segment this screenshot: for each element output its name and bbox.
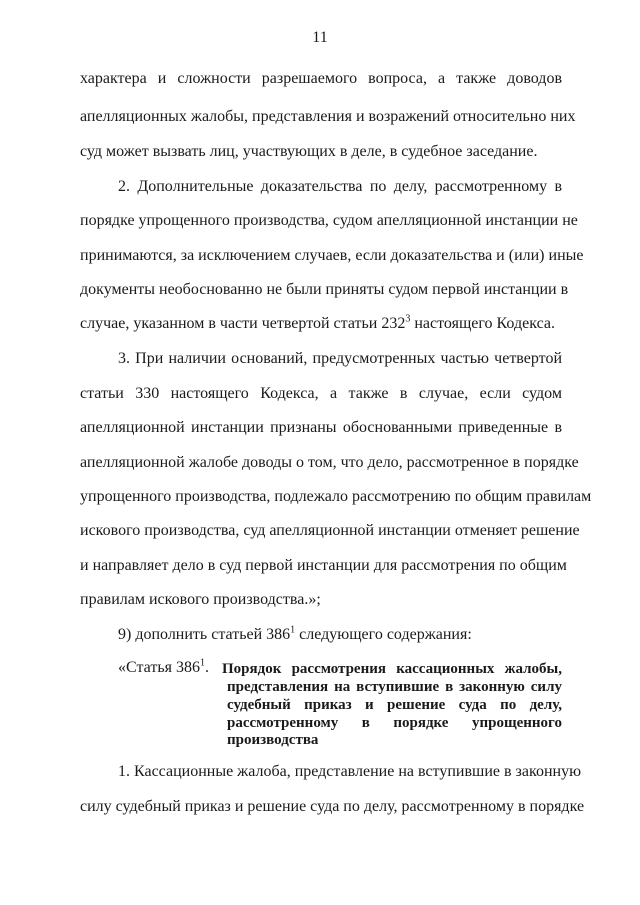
text-line: порядке упрощенного производства, судом апелляционной инстанции не	[80, 212, 578, 229]
text-line	[118, 625, 562, 645]
superscript: 3	[405, 313, 411, 325]
article-title-line: производства	[227, 732, 319, 748]
article-title-line: Порядок рассмотрения кассационных жалобы,	[222, 661, 562, 677]
article-title-line: рассмотренному в порядке упрощенного	[227, 715, 562, 731]
text-fragment: настоящего Кодекса.	[410, 315, 555, 332]
text-line: характера и сложности разрешаемого вопроса, а также доводов	[80, 70, 562, 87]
text-line: упрощенного производства, подлежало рассмотрению по общим правилам	[80, 488, 592, 505]
text-line: апелляционной инстанции признаны обоснованными приведенные в	[80, 419, 562, 436]
text-fragment: случае, указанном в части четвертой статьи 232	[80, 315, 406, 332]
text-fragment: .	[204, 659, 209, 676]
article-title-line: судебный приказ и решение суда по делу,	[227, 697, 562, 713]
article-title-line: представления на вступившие в законную силу	[227, 679, 562, 695]
text-fragment: 9) дополнить статьей 386	[118, 626, 291, 643]
text-line	[80, 314, 562, 334]
text-line: 1. Кассационные жалоба, представление на вступившие в законную	[118, 763, 582, 780]
article-label	[118, 658, 209, 678]
text-line: апелляционных жалобы, представления и возражений относительно них	[80, 108, 576, 125]
text-line: апелляционной жалобе доводы о том, что дело, рассмотренное в порядке	[80, 454, 579, 471]
text-line: 2. Дополнительные доказательства по делу, рассмотренному в	[118, 178, 562, 195]
text-line: 3. При наличии оснований, предусмотренных частью четвертой	[118, 350, 562, 367]
text-fragment: следующего содержания:	[295, 626, 472, 643]
page-number: 11	[312, 29, 328, 46]
text-line: и направляет дело в суд первой инстанции для рассмотрения по общим	[80, 557, 567, 574]
text-line: статьи 330 настоящего Кодекса, а также в случае, если судом	[80, 385, 562, 402]
text-line: искового производства, суд апелляционной инстанции отменяет решение	[80, 522, 580, 539]
superscript: 1	[290, 624, 296, 636]
text-fragment: «Статья 386	[118, 659, 200, 676]
text-line: суд может вызвать лиц, участвующих в деле, в судебное заседание.	[80, 143, 538, 160]
text-line: силу судебный приказ и решение суда по делу, рассмотренному в порядке	[80, 798, 585, 815]
text-line: правилам искового производства.»;	[80, 591, 321, 608]
text-line: принимаются, за исключением случаев, если доказательства и (или) иные	[80, 247, 584, 264]
text-line: документы необоснованно не были приняты судом первой инстанции в	[80, 281, 569, 298]
superscript: 1	[199, 657, 205, 669]
